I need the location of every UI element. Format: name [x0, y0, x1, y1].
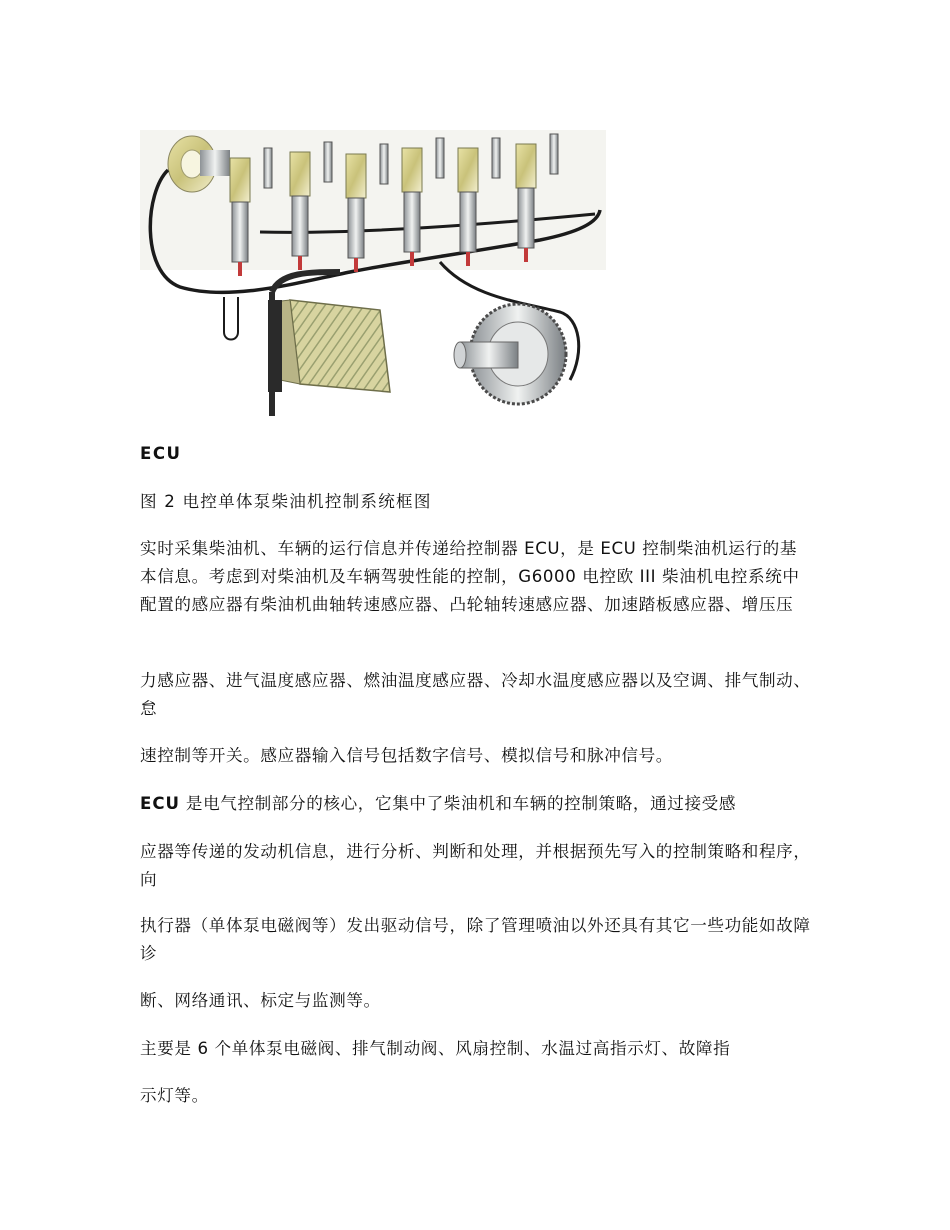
paragraph-outputs-cont: 示灯等。 — [140, 1086, 209, 1105]
paragraph-outputs: 主要是 6 个单体泵电磁阀、排气制动阀、风扇控制、水温过高指示灯、故障指 — [140, 1039, 731, 1058]
paragraph-ecu-process: 应器等传递的发动机信息，进行分析、判断和处理，并根据预先写入的控制策略和程序，向 — [140, 842, 811, 889]
injection-system-illustration — [140, 122, 606, 416]
ecu-box — [268, 300, 390, 392]
paragraph-switches: 速控制等开关。感应器输入信号包括数字信号、模拟信号和脉冲信号。 — [140, 746, 674, 765]
ecu-rest: 是电气控制部分的核心，它集中了柴油机和车辆的控制策略，通过接受感 — [180, 794, 737, 813]
paragraph-actuators: 执行器（单体泵电磁阀等）发出驱动信号，除了管理喷油以外还具有其它一些功能如故障诊 — [140, 916, 811, 963]
paragraph-sensors-cont: 力感应器、进气温度感应器、燃油温度感应器、冷却水温度感应器以及空调、排气制动、怠 — [140, 671, 811, 718]
paragraph-functions: 断、网络通讯、标定与监测等。 — [140, 991, 381, 1010]
ecu-lead: ECU — [140, 794, 180, 813]
figure-label: ECU — [140, 444, 182, 463]
figure-caption: 图 2 电控单体泵柴油机控制系统框图 — [140, 492, 432, 511]
paragraph-sensors: 实时采集柴油机、车辆的运行信息并传递给控制器 ECU，是 ECU 控制柴油机运行的基本信息。考虑到对柴油机及车辆驾驶性能的控制，G6000 电控欧 III 柴油机电控系统中配置的感应器有柴油机曲轴转速感应器、凸轮轴转速感应器、加速踏板感应器、增压压 — [140, 539, 800, 614]
paragraph-ecu-core — [140, 790, 812, 818]
system-diagram-figure — [140, 122, 606, 416]
